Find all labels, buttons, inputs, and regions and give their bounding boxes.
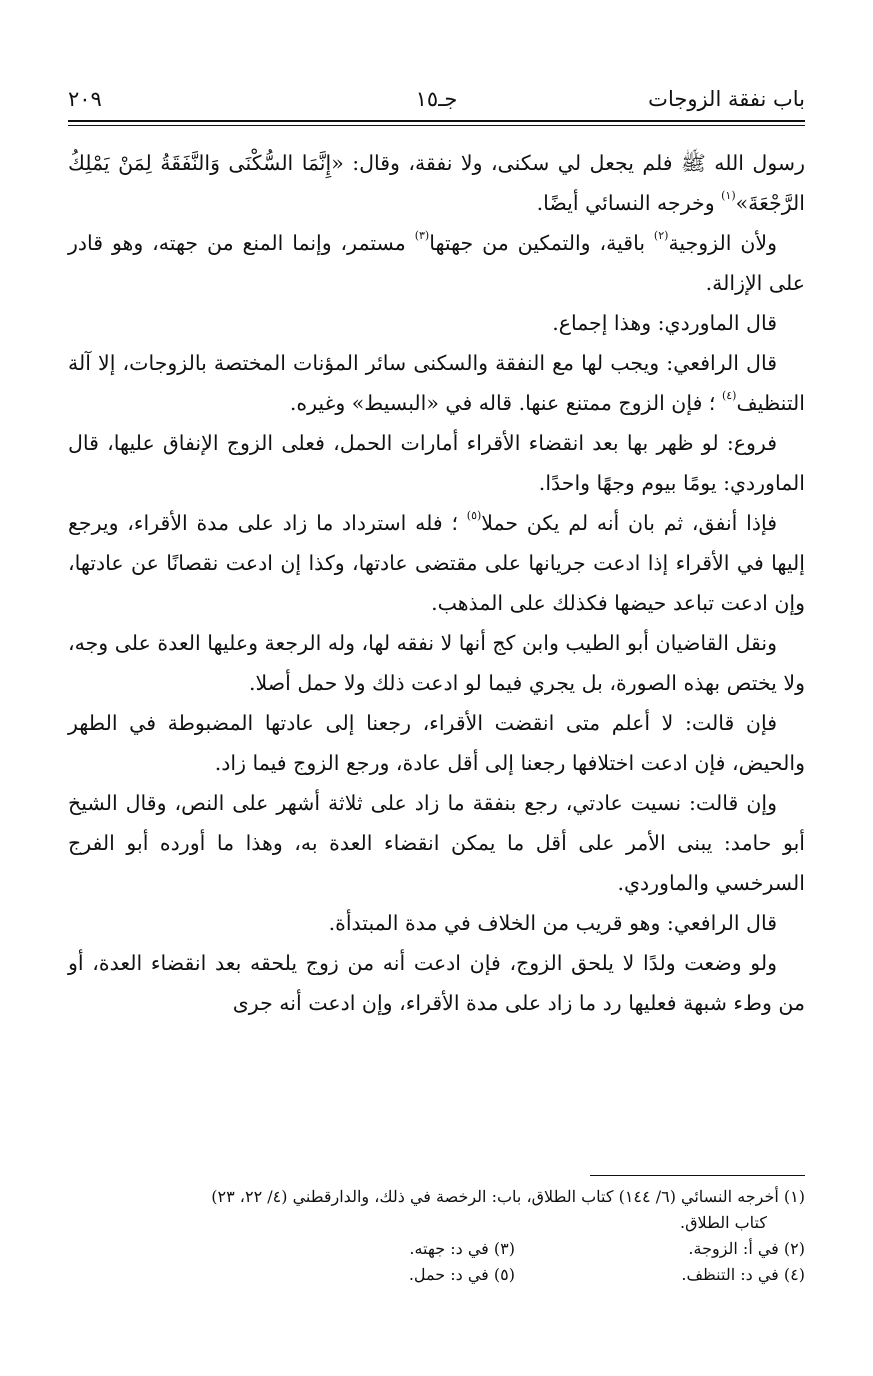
paragraph-4-text-a: قال الرافعي: ويجب لها مع النفقة والسكنى سائر المؤنات المختصة بالزوجات، إلا آلة التنظيف — [68, 351, 805, 415]
volume-part: جـ١٥ — [415, 87, 458, 111]
paragraph-10: قال الرافعي: وهو قريب من الخلاف في مدة المبتدأة. — [328, 911, 777, 935]
header-rule — [68, 120, 805, 126]
footnote-5: (٥) في د: حمل. — [408, 1265, 515, 1284]
paragraph-6-text-a: فإذا أنفق، ثم بان أنه لم يكن حملا — [481, 511, 777, 535]
paragraph-4 — [68, 343, 805, 423]
page-header — [68, 82, 805, 116]
paragraph-11: ولو وضعت ولدًا لا يلحق الزوج، فإن ادعت أنه من زوج يلحقه بعد انقضاء العدة، أو من وطء شبهة فعليها رد ما زاد على مدة الأقراء، وإن ادعت أنه جرى — [68, 951, 805, 1015]
footnote-4: (٤) في د: التنظف. — [681, 1265, 805, 1284]
paragraph-2-text-a: ولأن الزوجية — [668, 231, 777, 255]
footnote-ref-1: (١) — [721, 189, 736, 202]
footnotes — [68, 1184, 805, 1288]
paragraph-3: قال الماوردي: وهذا إجماع. — [552, 311, 777, 335]
paragraph-2-text-b: باقية، والتمكين من جهتها — [429, 231, 654, 255]
page-number: ٢٠٩ — [68, 87, 102, 111]
chapter-title: باب نفقة الزوجات — [648, 87, 805, 111]
paragraph-4-text-b: ؛ فإن الزوج ممتنع عنها. قاله في «البسيط» وغيره. — [289, 391, 722, 415]
main-text — [68, 143, 805, 1023]
footnote-row-4-5 — [68, 1262, 805, 1288]
footnote-row-2-3 — [68, 1236, 805, 1262]
footnote-ref-3: (٣) — [414, 229, 430, 242]
paragraph-1 — [68, 143, 805, 223]
paragraph-1-text-a: رسول الله ﷺ فلم يجعل لي سكنى، ولا نفقة، وقال: «إِنَّمَا السُّكْنَى وَالنَّفَقَةُ لِمَنْ يَمْلِكُ الرَّجْعَةَ» — [68, 151, 805, 215]
paragraph-6-text-b: ؛ فله استرداد ما زاد على مدة الأقراء، ويرجع إليها في الأقراء إذا ادعت جريانها على مقتضى عادتها، وكذا إن ادعت نقصانًا عن عادتها، وإن ادعت تباعد حيضها فكذلك على المذهب. — [68, 511, 805, 615]
paragraph-5: فروع: لو ظهر بها بعد انقضاء الأقراء أمارات الحمل، فعلى الزوج الإنفاق عليها، قال الماوردي: يومًا بيوم وجهًا واحدًا. — [68, 431, 805, 495]
footnote-ref-5: (٥) — [466, 509, 482, 522]
footnote-ref-4: (٤) — [721, 389, 737, 402]
paragraph-8: فإن قالت: لا أعلم متى انقضت الأقراء، رجعنا إلى عادتها المضبوطة في الطهر والحيض، فإن ادعت اختلافها رجعنا إلى أقل عادة، ورجع الزوج فيما زاد. — [68, 711, 805, 775]
footnote-1: (١) أخرجه النسائي (٦/ ١٤٤) كتاب الطلاق، باب: الرخصة في ذلك، والدارقطني (٤/ ٢٢، ٢٣) — [211, 1187, 805, 1206]
paragraph-6 — [68, 503, 805, 623]
footnote-2: (٢) في أ: الزوجة. — [688, 1239, 805, 1258]
paragraph-9: وإن قالت: نسيت عادتي، رجع بنفقة ما زاد على ثلاثة أشهر على النص، وقال الشيخ أبو حامد: يبنى الأمر على أقل ما يمكن انقضاء العدة به، وهذا ما أورده أبو الفرج السرخسي والماوردي. — [68, 791, 805, 895]
paragraph-2 — [68, 223, 805, 303]
footnote-ref-2: (٢) — [653, 229, 669, 242]
paragraph-2-text-c: مستمر، وإنما المنع من جهته، وهو قادر على الإزالة. — [68, 231, 805, 295]
footnote-1-continuation: كتاب الطلاق. — [680, 1213, 767, 1232]
footnote-3: (٣) في د: جهته. — [409, 1239, 515, 1258]
paragraph-7: ونقل القاضيان أبو الطيب وابن كج أنها لا نفقه لها، وله الرجعة وعليها العدة على وجه، ولا يختص بهذه الصورة، بل يجري فيما لو ادعت ذلك ولا حمل أصلا. — [68, 631, 805, 695]
paragraph-1-text-b: وخرجه النسائي أيضًا. — [536, 191, 722, 215]
footnote-rule — [590, 1175, 805, 1176]
